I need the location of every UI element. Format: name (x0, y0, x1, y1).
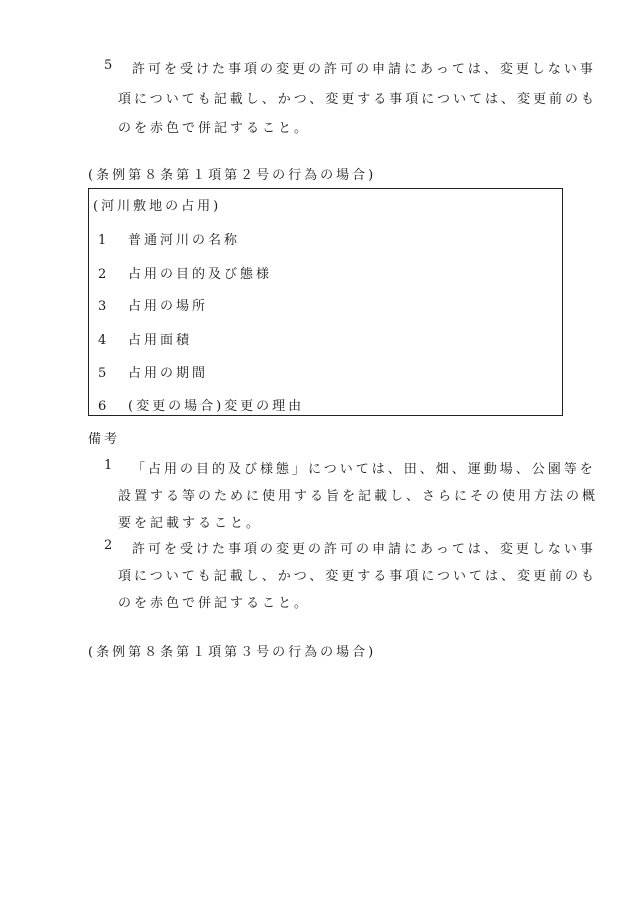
section-heading-item-3: (条例第８条第１項第３号の行為の場合) (88, 645, 377, 660)
box-item (98, 295, 208, 314)
section-heading-item-2: (条例第８条第１項第２号の行為の場合) (88, 168, 377, 183)
remark-1-line-3: 要を記載すること。 (118, 516, 263, 531)
note-5-line-1: 許可を受けた事項の変更の許可の申請にあっては、変更しない事 (132, 62, 596, 77)
box-item (98, 362, 208, 381)
remark-1-line-1: 「占用の目的及び様態」については、田、畑、運動場、公園等を (132, 462, 596, 477)
box-item (98, 263, 272, 282)
box-item-number: 2 (98, 267, 110, 282)
box-item (98, 229, 240, 248)
remark-2-number: 2 (104, 538, 116, 553)
remark-2-line-3: のを赤色で併記すること。 (118, 596, 311, 611)
box-item-number: 6 (98, 399, 110, 414)
box-item-text: 占用の場所 (128, 299, 209, 314)
remark-1-number: 1 (104, 458, 116, 473)
note-5-line-3: のを赤色で併記すること。 (118, 121, 311, 136)
box-item (98, 395, 304, 414)
box-item-number: 1 (98, 233, 110, 248)
box-item-text: 占用の目的及び態様 (128, 267, 273, 282)
remark-1-line-2: 設置する等のために使用する旨を記載し、さらにその使用方法の概 (118, 489, 599, 504)
box-item-text: 普通河川の名称 (128, 233, 241, 248)
box-item (98, 329, 192, 348)
note-5-line-2: 項についても記載し、かつ、変更する事項については、変更前のも (118, 92, 597, 107)
box-item-number: 3 (98, 299, 110, 314)
note-5-number: 5 (104, 58, 116, 73)
remark-2-line-2: 項についても記載し、かつ、変更する事項については、変更前のも (118, 569, 597, 584)
application-items-box (88, 188, 563, 416)
box-title: (河川敷地の占用) (93, 199, 222, 214)
box-item-text: 占用の期間 (128, 366, 209, 381)
remark-2-line-1: 許可を受けた事項の変更の許可の申請にあっては、変更しない事 (132, 542, 596, 557)
box-item-text: 占用面積 (128, 333, 193, 348)
remarks-heading: 備考 (88, 432, 121, 447)
box-item-number: 4 (98, 333, 110, 348)
box-item-number: 5 (98, 366, 110, 381)
box-item-text: (変更の場合)変更の理由 (128, 399, 305, 414)
